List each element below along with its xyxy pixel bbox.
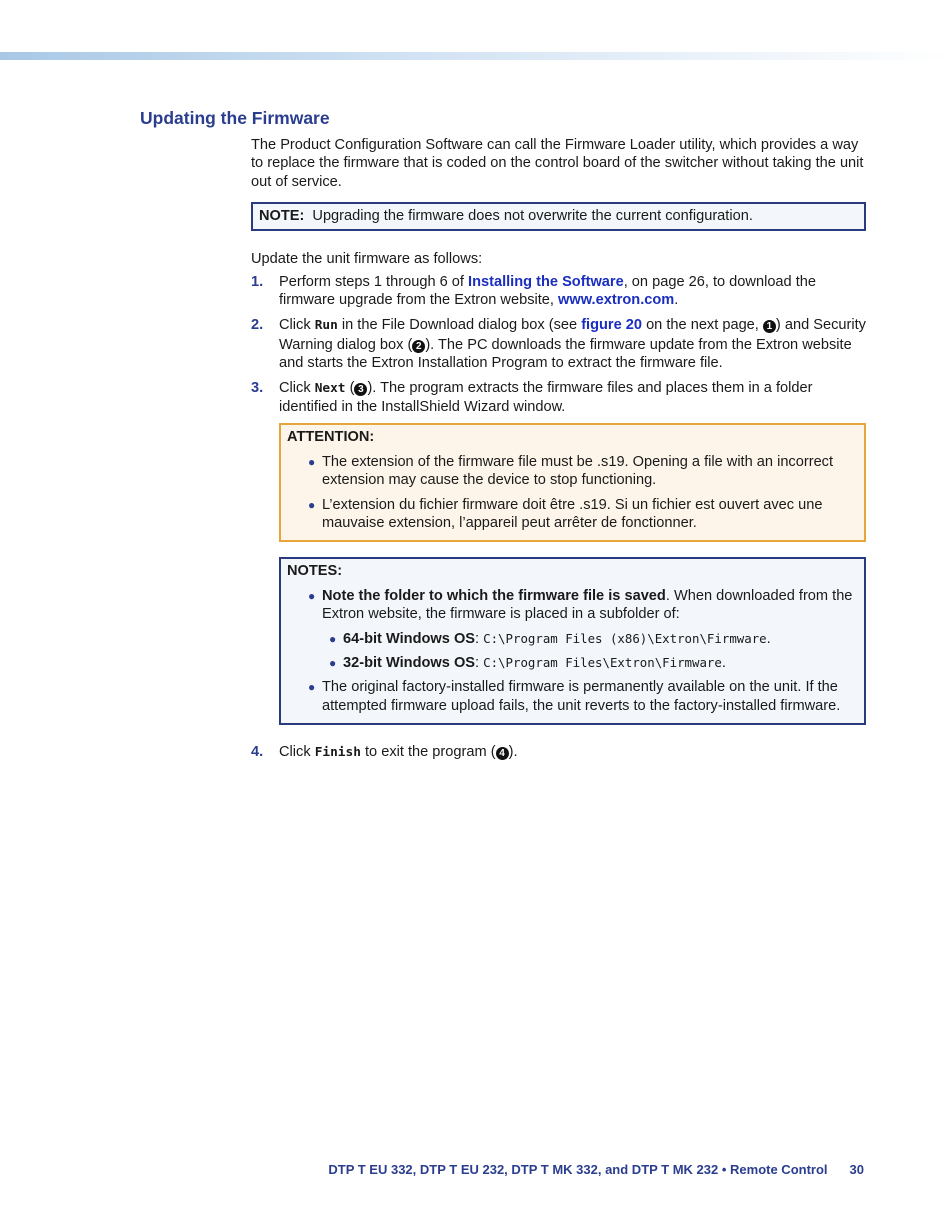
attention-box — [279, 423, 866, 542]
notes-text: . When downloaded from the Extron website, the firmware is placed in a subfolder of: — [322, 587, 853, 623]
step-text: to exit the program ( — [360, 744, 496, 761]
notes-sub-32bit — [287, 654, 858, 672]
note-box — [251, 202, 866, 230]
callout-2-icon: 2 — [412, 340, 425, 353]
step-1 — [251, 273, 866, 310]
separator: : — [475, 655, 484, 672]
step-number: 4. — [251, 744, 264, 761]
attention-item-en — [287, 453, 858, 490]
step-text: in the File Download dialog box (see — [337, 317, 582, 334]
step-number: 1. — [251, 274, 264, 291]
notes-title: NOTES: — [287, 563, 343, 580]
notes-item-folder — [287, 587, 858, 624]
page-number: 30 — [849, 1162, 864, 1177]
main-content — [251, 136, 866, 769]
section-heading: Updating the Firmware — [140, 108, 330, 128]
extron-website-link[interactable]: www.extron.com — [558, 292, 675, 309]
step-text: . — [674, 292, 679, 309]
step-number: 3. — [251, 380, 264, 397]
step-text: Click — [279, 317, 315, 334]
bullet-icon: ● — [308, 454, 316, 469]
header-gradient-band — [0, 52, 950, 60]
step-number: 2. — [251, 317, 264, 334]
note-label: NOTE: — [259, 208, 305, 225]
notes-item-factory — [287, 678, 858, 715]
note-text: Upgrading the firmware does not overwrite the current configuration. — [312, 208, 753, 225]
attention-item-fr — [287, 496, 858, 533]
step-text: ). The PC downloads the firmware update from the Extron website and starts the Extron Installation Program to extract the firmware file. — [279, 336, 852, 372]
notes-bold-text: Note the folder to which the firmware file is saved — [322, 587, 666, 604]
step-text: ). — [508, 744, 518, 761]
step-text: ). The program extracts the firmware files and places them in a folder identified in the InstallShield Wizard window. — [279, 380, 813, 416]
steps-list — [251, 273, 866, 417]
next-command: Next — [314, 381, 346, 397]
callout-4-icon: 4 — [496, 747, 509, 760]
notes-text: The original factory-installed firmware is permanently available on the unit. If the attempted firmware upload fails, the unit reverts to the factory-installed firmware. — [322, 679, 841, 714]
run-command: Run — [314, 318, 338, 334]
step-text: , on page 26, to download the firmware upgrade from the Extron website, — [279, 274, 817, 309]
installing-software-link[interactable]: Installing the Software — [468, 274, 624, 291]
separator: : — [475, 630, 484, 647]
os-label: 64-bit Windows OS — [343, 630, 476, 647]
step-2 — [251, 316, 866, 372]
bullet-icon: ● — [329, 631, 337, 646]
folder-path: C:\Program Files\Extron\Firmware — [483, 655, 722, 671]
attention-title: ATTENTION: — [287, 429, 375, 446]
bullet-icon: ● — [308, 680, 316, 695]
step-text: Click — [279, 744, 315, 761]
intro-paragraph: The Product Configuration Software can call the Firmware Loader utility, which provides a way to replace the firmware that is coded on the control board of the switcher without taking the unit out of service. — [251, 137, 864, 190]
footer-title: DTP T EU 332, DTP T EU 232, DTP T MK 332, and DTP T MK 232 • Remote Control — [328, 1162, 828, 1177]
attention-text: L’extension du fichier firmware doit être .s19. Si un fichier est ouvert avec une mauvaise extension, l’appareil peut arrêter de fonctionner. — [322, 496, 823, 531]
step-text: ) and Security Warning dialog box ( — [279, 317, 866, 353]
punctuation: . — [721, 655, 726, 672]
step-3 — [251, 379, 866, 417]
bullet-icon: ● — [308, 588, 316, 603]
os-label: 32-bit Windows OS — [343, 655, 476, 672]
step-text: on the next page, — [642, 317, 763, 334]
notes-sub-64bit — [287, 630, 858, 648]
step-text: ( — [345, 380, 355, 397]
bullet-icon: ● — [308, 497, 316, 512]
folder-path: C:\Program Files (x86)\Extron\Firmware — [483, 630, 767, 646]
step-text: Click — [279, 380, 315, 397]
bullet-icon: ● — [329, 656, 337, 671]
update-intro: Update the unit firmware as follows: — [251, 250, 483, 267]
step-text: Perform steps 1 through 6 of — [279, 274, 469, 291]
callout-3-icon: 3 — [354, 383, 367, 396]
punctuation: . — [766, 630, 771, 647]
callout-1-icon: 1 — [763, 320, 776, 333]
notes-box — [279, 557, 866, 725]
finish-command: Finish — [314, 745, 361, 761]
step-4 — [251, 743, 866, 762]
attention-text: The extension of the firmware file must be .s19. Opening a file with an incorrect extension may cause the device to stop functioning. — [322, 453, 834, 489]
page-footer — [280, 1162, 864, 1177]
figure-20-link[interactable]: figure 20 — [581, 317, 643, 334]
